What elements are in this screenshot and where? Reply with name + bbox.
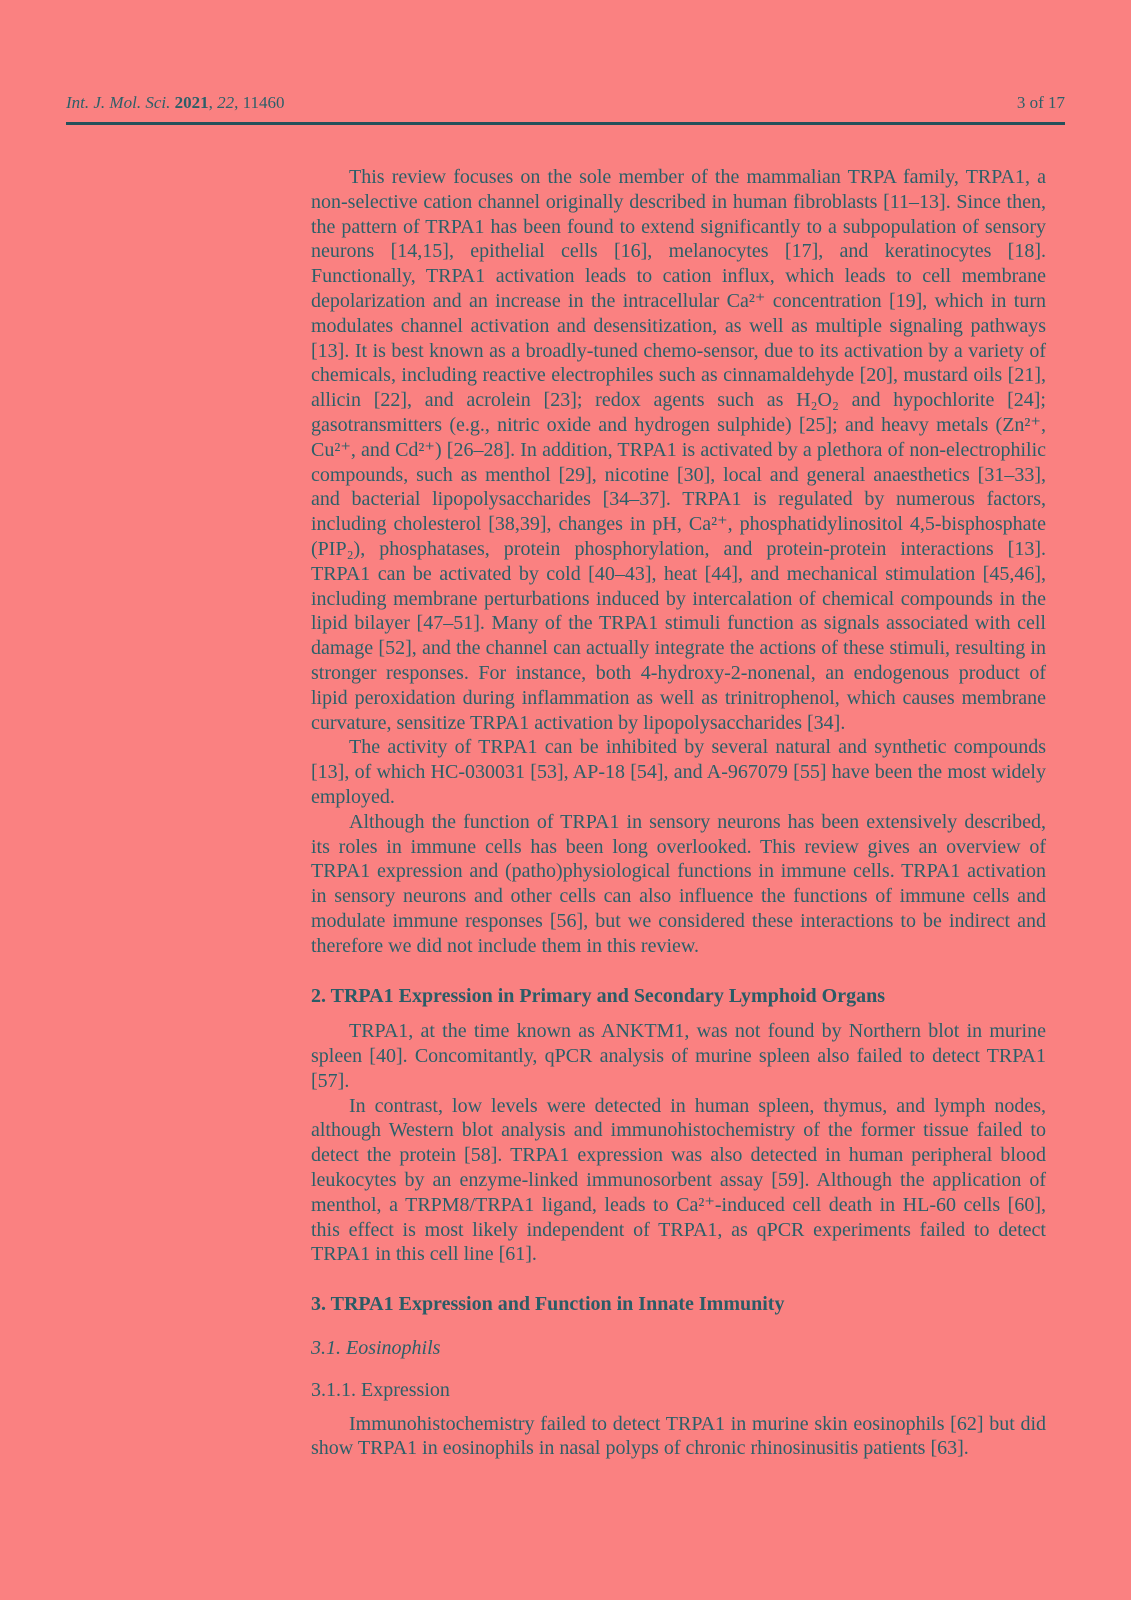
subsubsection-heading-3-1-1: 3.1.1. Expression bbox=[311, 1378, 450, 1401]
body-paragraph: TRPA1, at the time known as ANKTM1, was not found by Northern blot in murine spleen [40]. Concomitantly, qPCR analysis of murine spleen also failed to detect TRPA1 [57]. bbox=[311, 1020, 1046, 1092]
body-paragraph: Although the function of TRPA1 in sensory neurons has been extensively described, its roles in immune cells has been long overlooked. This review gives an overview of TRPA1 expression and (patho)physiological functions in immune cells. TRPA1 activation in sensory neurons and other cells can also influence the functions of immune cells and modulate immune responses [56], but we considered these interactions to be indirect and therefore we did not include them in this review. bbox=[311, 810, 1046, 957]
article-body bbox=[311, 165, 1046, 1461]
citation-separator: , bbox=[234, 93, 243, 112]
body-paragraph: This review focuses on the sole member of the mammalian TRPA family, TRPA1, a non-selective cation channel originally described in human fibroblasts [11–13]. Since then, the pattern of TRPA1 has been found to extend significantly to a subpopulation of sensory neurons [14,15], epithelial cells [16], melanocytes [17], and keratinocytes [18]. Functionally, TRPA1 activation leads to cation influx, which leads to cell membrane depolarization and an increase in the intracellular Ca²⁺ concentration [19], which in turn modulates channel activation and desensitization, as well as multiple signaling pathways [13]. It is best known as a broadly-tuned chemo-sensor, due to its activation by a variety of chemicals, including reactive electrophiles such as cinnamaldehyde [20], mustard oils [21], allicin [22], and acrolein [23]; redox agents such as H₂O₂ and hypochlorite [24]; gasotransmitters (e.g., nitric oxide and hydrogen sulphide) [25]; and heavy metals (Zn²⁺, Cu²⁺, and Cd²⁺) [26–28]. In addition, TRPA1 is activated by a plethora of non-electrophilic compounds, such as menthol [29], nicotine [30], local and general anaesthetics [31–33], and bacterial lipopolysaccharides [34–37]. TRPA1 is regulated by numerous factors, including cholesterol [38,39], changes in pH, Ca²⁺, phosphatidylinositol 4,5-bisphosphate (PIP₂), phosphatases, protein phosphorylation, and protein-protein interactions [13]. TRPA1 can be activated by cold [40–43], heat [44], and mechanical stimulation [45,46], including membrane perturbations induced by intercalation of chemical compounds in the lipid bilayer [47–51]. Many of the TRPA1 stimuli function as signals associated with cell damage [52], and the channel can actually integrate the actions of these stimuli, resulting in stronger responses. For instance, both 4-hydroxy-2-nonenal, an endogenous product of lipid peroxidation during inflammation as well as trinitrophenol, which causes membrane curvature, sensitize TRPA1 activation by lipopolysaccharides [34]. bbox=[311, 166, 1046, 734]
header-rule bbox=[66, 122, 1065, 125]
subsection-heading-3-1: 3.1. Eosinophils bbox=[311, 1337, 441, 1360]
journal-year: 2021 bbox=[174, 93, 209, 112]
citation-separator: , bbox=[208, 93, 218, 112]
journal-volume: 22 bbox=[217, 93, 235, 112]
page-indicator: 3 of 17 bbox=[1016, 93, 1065, 112]
page-header bbox=[66, 93, 1065, 113]
journal-citation bbox=[66, 93, 284, 113]
journal-name: Int. J. Mol. Sci. bbox=[66, 93, 171, 112]
body-paragraph: The activity of TRPA1 can be inhibited by several natural and synthetic compounds [13], of which HC-030031 [53], AP-18 [54], and A-967079 [55] have been the most widely employed. bbox=[311, 736, 1046, 808]
article-number: 11460 bbox=[242, 93, 285, 112]
body-paragraph: In contrast, low levels were detected in human spleen, thymus, and lymph nodes, although Western blot analysis and immunohistochemistry of the former tissue failed to detect the protein [58]. TRPA1 expression was also detected in human peripheral blood leukocytes by an enzyme-linked immunosorbent assay [59]. Although the application of menthol, a TRPM8/TRPA1 ligand, leads to Ca²⁺-induced cell death in HL-60 cells [60], this effect is most likely independent of TRPA1, as qPCR experiments failed to detect TRPA1 in this cell line [61]. bbox=[311, 1094, 1046, 1266]
section-heading-3: 3. TRPA1 Expression and Function in Innate Immunity bbox=[311, 1293, 785, 1316]
section-heading-2: 2. TRPA1 Expression in Primary and Secondary Lymphoid Organs bbox=[311, 984, 885, 1007]
body-paragraph: Immunohistochemistry failed to detect TRPA1 in murine skin eosinophils [62] but did show TRPA1 in eosinophils in nasal polyps of chronic rhinosinusitis patients [63]. bbox=[311, 1412, 1046, 1460]
